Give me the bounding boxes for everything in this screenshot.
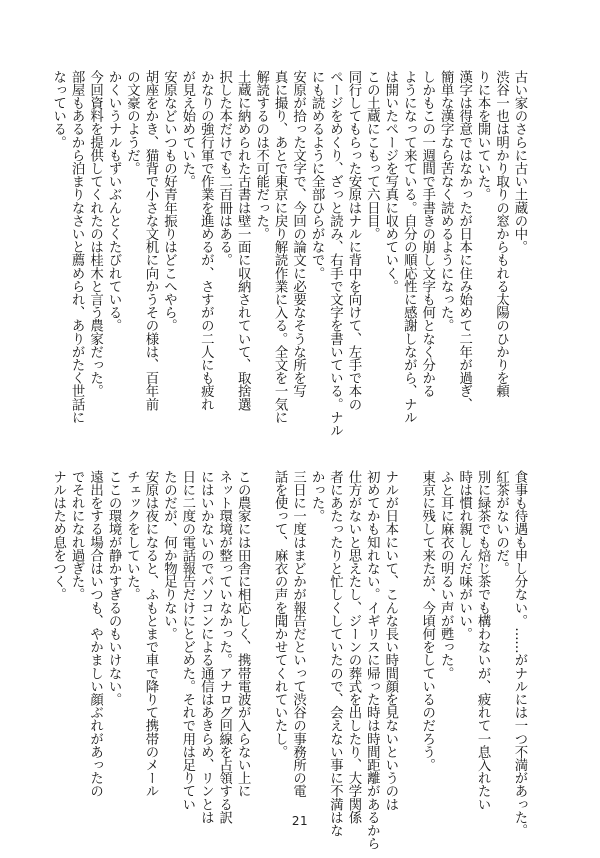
text-line: 古い家のさらに古い土蔵の中。 [512,70,527,254]
text-line: 解読するのは不可能だった。 [253,70,269,241]
text-line: 安原などいつもの好青年振りはどこへやら。 [161,70,177,333]
text-line: 別に緑茶でも焙じ茶でも構わないが、疲れて一息入れたい [475,470,491,811]
text-line: 者にあたったりと忙しくしていたので、会えない事に不満はな [327,470,343,837]
text-line: 時は慣れ親しんだ味がいい。 [456,470,472,641]
text-line: チェックをしていた。 [124,470,140,602]
text-line: ナルはため息をつく。 [50,470,66,602]
text-line: ネット環境が整っていなかった。アナログ回線を占領する訳 [216,470,232,824]
text-line: ナルが日本にいて、こんな長い時間顔を見ないというのは [382,470,398,811]
text-line: にも読めるように全部ひらがなで。 [309,70,325,280]
text-line: 同行してもらった安原はナルに背中を向けて、左手で本の [345,70,361,411]
text-line: 簡単な漢字なら苦なく読めるようになった。 [438,70,454,333]
top-text-block [50,70,528,437]
text-line: 話を使って、麻衣の声を聞かせてくれていたし。 [272,470,288,759]
text-line: 食事も待遇も申し分ない。……がナルには一つ不満があった。 [512,470,527,837]
text-line: でそれになれ過ぎた。 [69,470,85,602]
text-line: しかもこの一週間で手書きの崩し文字も何となく分かる [419,70,435,398]
text-line: 紅茶がないのだ。 [493,470,509,575]
text-line: かくいうナルもずいぶんとくたびれている。 [106,70,122,333]
text-line: 土蔵に納められた古書は壁一面に収納されていて、取捨選 [235,70,251,411]
text-line: たのだが、何か物足りない。 [161,470,177,641]
text-line: りに本を開いていた。 [475,70,491,202]
text-line: 安原は夜になると、ふもとまで車で降りて携帯のメール [142,470,158,798]
text-line: ここの環境が静かすぎるのもいけない。 [106,470,122,706]
text-line: 安原が拾った文字で、今回の論文に必要なそうな所を写 [290,70,306,398]
text-line: 部屋もあるから泊まりなさいと薦められ、ありがたく世話に [69,70,85,424]
text-line: 三日に一度はまどかが報告だといって渋谷の事務所の電 [290,470,306,798]
text-line: 仕方がないと思えたし、ジーンの葬式を出したり、大学関係 [345,470,361,824]
text-line: 漢字は得意ではなかったが日本に住み始めて二年が過ぎ、 [456,70,472,411]
text-line: 東京に残して来たが、今頃何をしているのだろう。 [419,470,435,772]
text-line: なっている。 [50,70,66,149]
text-line: の文豪のようだ。 [124,70,140,175]
blank-line [399,470,417,818]
text-line: は開いたページを写真に収めていく。 [382,70,398,293]
text-line: 胡座をかき、猫背で小さな文机に向かうその様は、百年前 [142,70,158,411]
text-line: この土蔵にこもって六日目。 [364,70,380,241]
text-line: 日に二度の電話報告だけにとどめた。それで用は足りてい [179,470,195,811]
text-line: 初めてかも知れない。イギリスに帰った時は時間距離があるから [364,470,380,850]
text-line: 渋谷一也は明かり取りの窓からもれる太陽のひかりを頼 [493,70,509,398]
text-line: かなりの強行軍で作業を進めるが、さすがの二人にも疲れ [198,70,214,411]
text-line: が見え始めていた。 [179,70,195,188]
text-line: ふと耳に麻衣の明るい声が甦った。 [438,470,454,680]
page-number: 21 [291,814,309,828]
text-line: にはいかないのでパソコンによる通信はあきらめ、リンとは [198,470,214,824]
text-line: この農家には田舎に相応しく、携帯電波が入らない上に [235,470,251,798]
text-line: 遠出をする場合はいつも、やかましい顔ぶれがあったの [87,470,103,798]
blank-line [251,470,269,818]
text-line: ようになって来ている。自分の順応性に感謝しながら、ナル [401,70,417,424]
text-line: 今回資料を提供してくれたのは桂木と言う農家だった。 [87,70,103,398]
text-line: かった。 [309,470,325,523]
text-line: 択した本だけでも二百冊はある。 [216,70,232,267]
text-line: 真に撮り、あとで東京に戻り解読作業に入る。全文を一気に [272,70,288,424]
text-line: ページをめくり、ざっと読み、右手で文字を書いている。ナル [327,70,343,437]
